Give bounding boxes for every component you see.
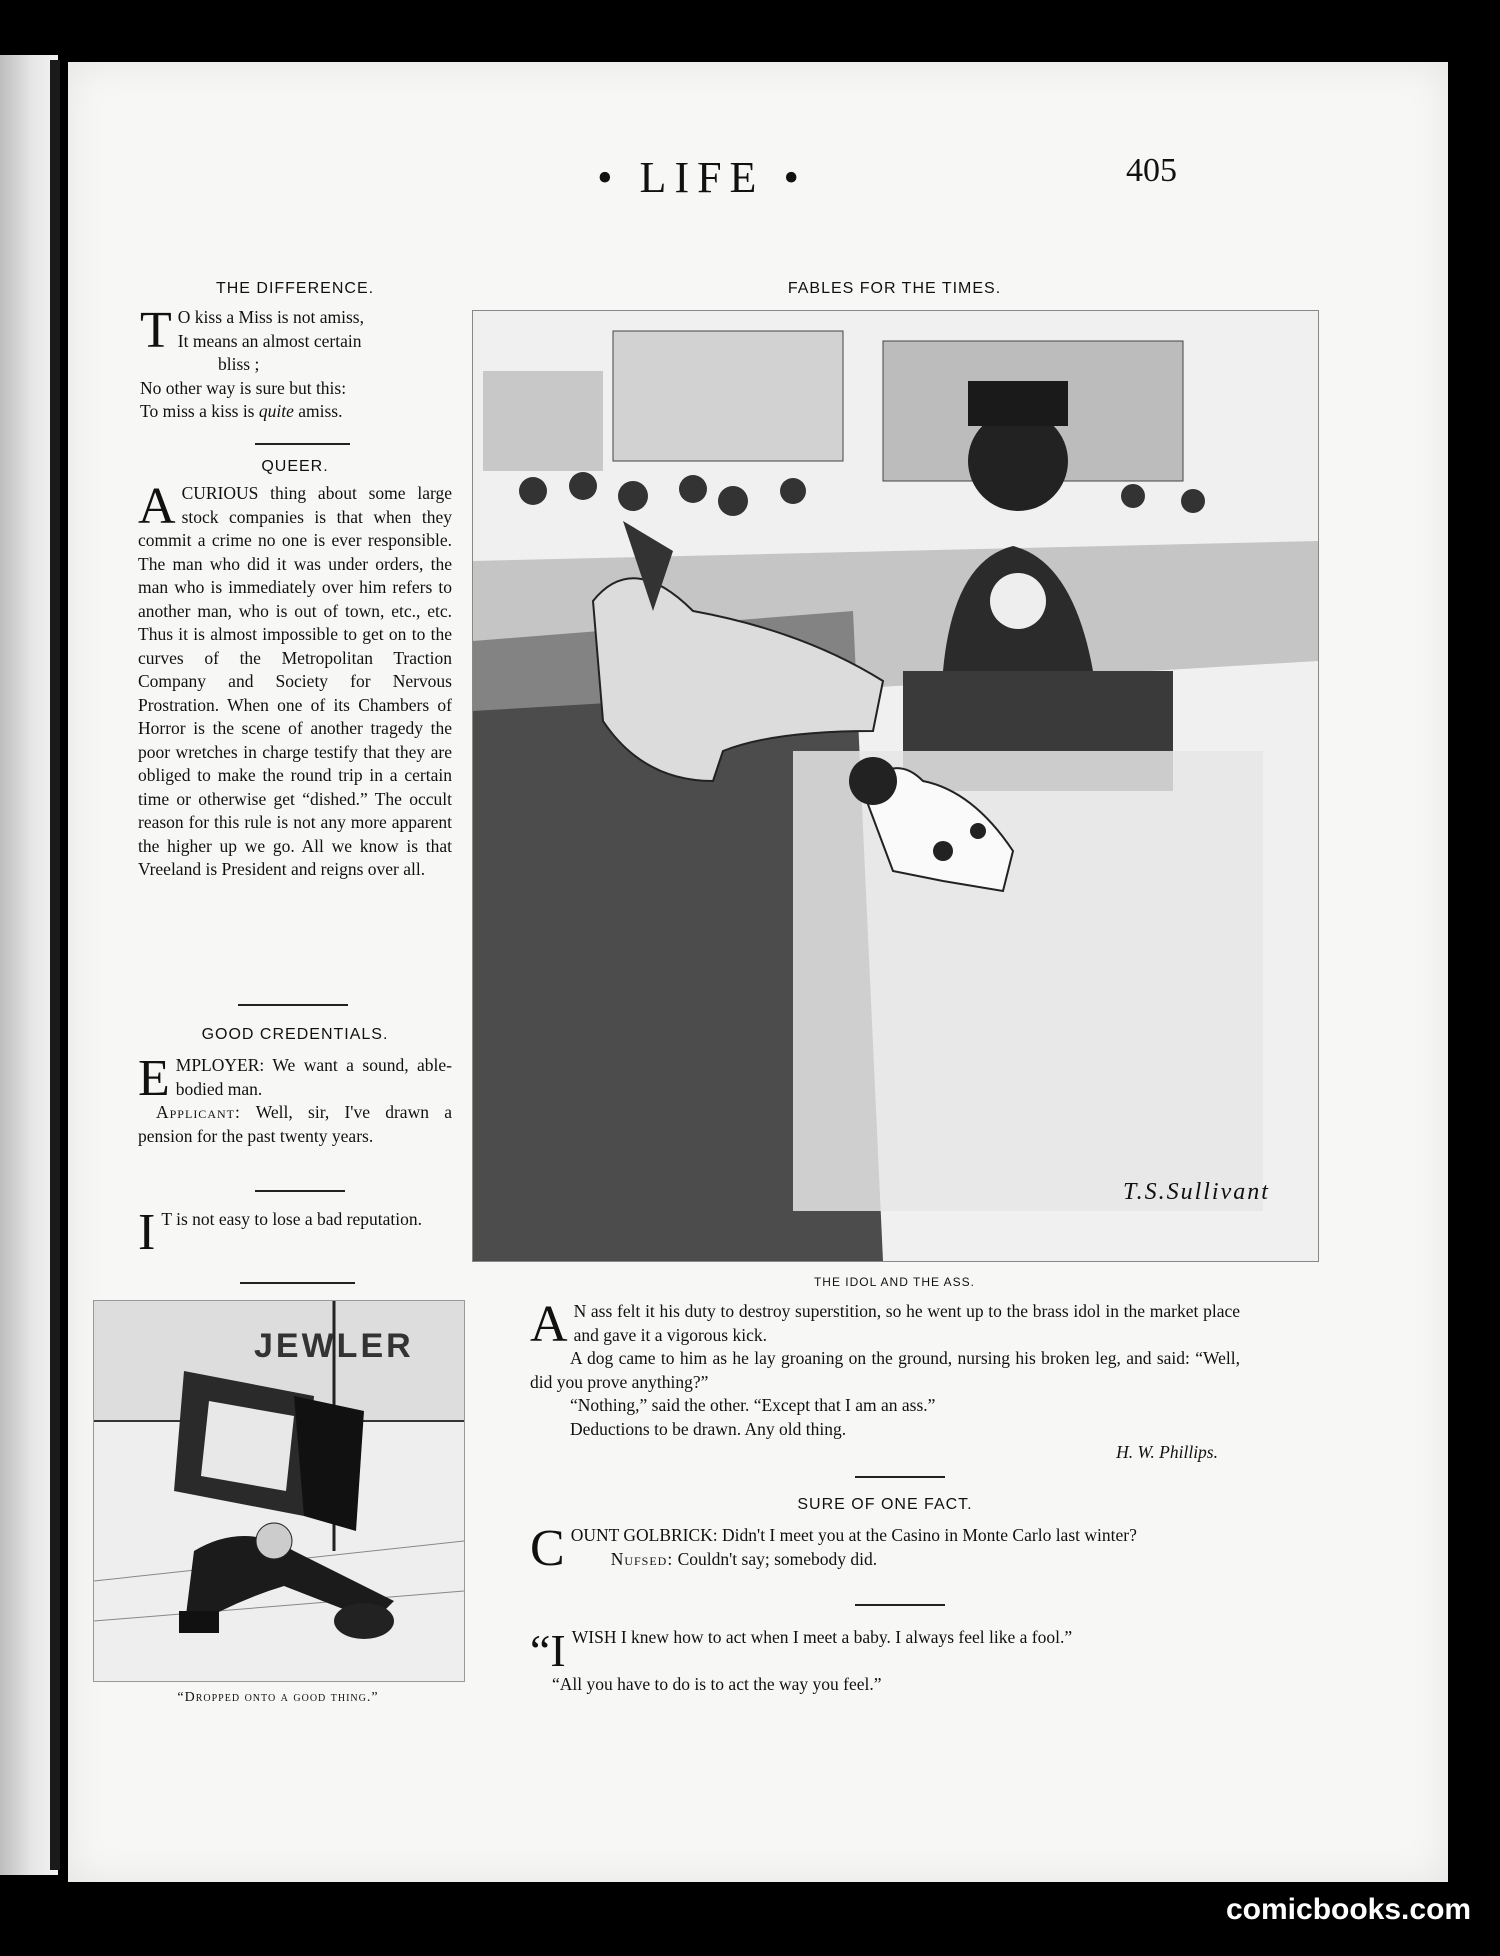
- difference-heading: THE DIFFERENCE.: [215, 280, 375, 297]
- masthead-title: • LIFE •: [597, 153, 807, 202]
- divider-rule: [855, 1476, 945, 1478]
- fable-paragraph-4: Deductions to be drawn. Any old thing.: [570, 1418, 847, 1439]
- idol-and-ass-illustration: [472, 310, 1319, 1262]
- fable-author: H. W. Phillips.: [1116, 1442, 1218, 1462]
- queer-body: A CURIOUS thing about some large stock companies is that when they commit a crime no one is ever responsible. The man who did it was under orders, the man who is immediately over him refers to another man, who is out of town, etc., etc. Thus it is almost impossible to get on to the curves of the Metropolitan Traction Company and Society for Nervous Prostration. When one of its Chambers of Horror is the scene of another tragedy the poor wretches in charge testify that they are obliged to make the round trip in a certain time or otherwise get “dished.” The occult reason for this rule is not any more apparent the higher up we go. All we know is that Vreeland is President and reigns over all.: [138, 478, 452, 879]
- drop-cap-e: E: [138, 1050, 170, 1107]
- drop-cap-quote-i: “I: [530, 1625, 566, 1676]
- page-number: 405: [1126, 152, 1177, 189]
- difference-poem: [140, 302, 452, 424]
- small-illustration-caption: “Dropped onto a good thing.”: [177, 1690, 379, 1705]
- poem-line-5: To miss a kiss is quite amiss.: [140, 401, 343, 421]
- watermark: comicbooks.com: [1226, 1893, 1472, 1926]
- baby-body: “I WISH I knew how to act when I meet a baby. I always feel like a fool.” “All you have to do is to act the way you feel.”: [530, 1626, 1240, 1697]
- drop-cap-t: T: [140, 302, 172, 359]
- drop-cap-a: A: [138, 478, 176, 535]
- dropped-onto-good-thing-illustration: [93, 1300, 465, 1682]
- divider-rule: [255, 1190, 345, 1192]
- fable-paragraph-3: “Nothing,” said the other. “Except that I am an ass.”: [570, 1395, 936, 1415]
- fable-drawing: [473, 311, 1318, 1261]
- fact-body: COUNT GOLBRICK: Didn't I meet you at the Casino in Monte Carlo last winter? Nufsed: Couldn't say; somebody did.: [530, 1520, 1137, 1577]
- drop-cap-i: I: [138, 1204, 156, 1261]
- poem-line-2: It means an almost certain: [177, 330, 362, 351]
- reputation-body: I T is not easy to lose a bad reputation.: [138, 1204, 422, 1261]
- baby-reply: “All you have to do is to act the way you feel.”: [552, 1674, 882, 1694]
- divider-rule: [255, 443, 350, 445]
- fable-body: A N ass felt it his duty to destroy superstition, so he went up to the brass idol in the market place and gave it a vigorous kick. A dog came to him as he lay groaning on the ground, nursing his broken leg, and said: “Well, did you prove anything?” “Nothing,” said the other. “Except that I am an ass.” Deductions to be drawn. Any old thing. H. W. Phillips.: [530, 1300, 1240, 1465]
- poem-line-4: No other way is sure but this:: [140, 377, 347, 398]
- drop-cap-a: A: [530, 1296, 568, 1353]
- fact-heading: SURE OF ONE FACT.: [797, 1496, 973, 1513]
- fable-paragraph-2: A dog came to him as he lay groaning on the ground, nursing his broken leg, and said: “Well, did you prove anything?”: [530, 1348, 1240, 1392]
- divider-rule: [855, 1604, 945, 1606]
- artist-signature: T.S.Sullivant: [1123, 1179, 1270, 1205]
- credentials-heading: GOOD CREDENTIALS.: [201, 1026, 389, 1043]
- binding-spine: [50, 60, 60, 1870]
- poem-line-1: O kiss a Miss is not amiss,: [177, 307, 364, 327]
- divider-rule: [240, 1282, 355, 1284]
- queer-heading: QUEER.: [261, 458, 329, 475]
- jeweler-sign-text: JEWLER: [254, 1327, 414, 1365]
- poem-line-3: bliss ;: [218, 354, 260, 374]
- divider-rule: [238, 1004, 348, 1006]
- drop-cap-c: C: [530, 1520, 565, 1577]
- fables-heading: FABLES FOR THE TIMES.: [787, 280, 1002, 297]
- fable-caption: THE IDOL AND THE ASS.: [813, 1275, 976, 1289]
- credentials-body: EMPLOYER: We want a sound, able-bodied man. Applicant: Well, sir, I've drawn a pension for the past twenty years.: [138, 1050, 452, 1146]
